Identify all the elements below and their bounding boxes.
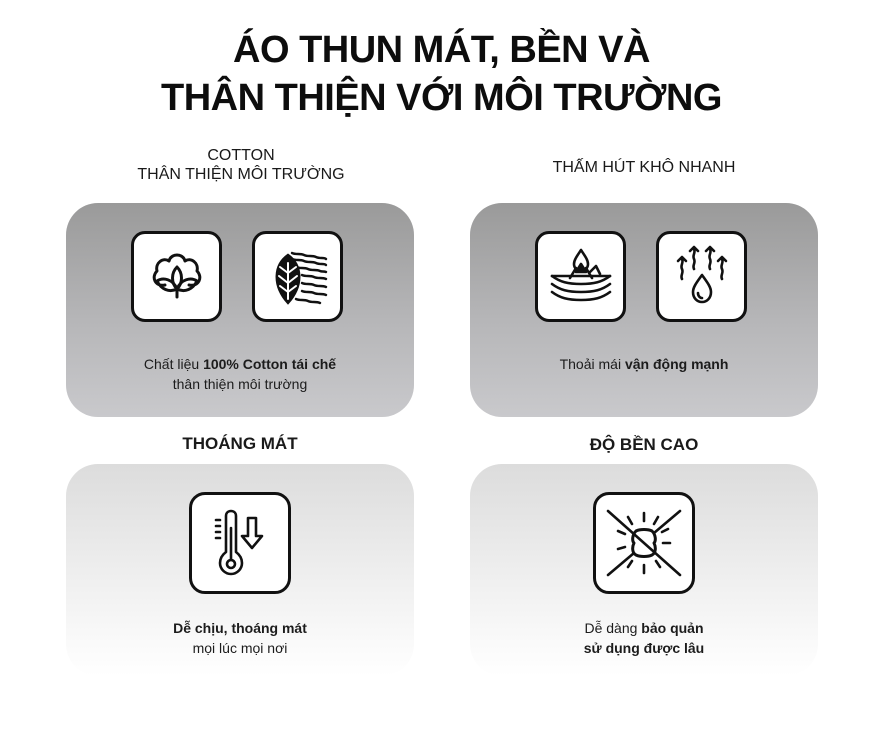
feature-durable-caption-highlight: bảo quản [641,620,704,636]
page-title-line-2: THÂN THIỆN VỚI MÔI TRƯỜNG [161,77,722,119]
evaporating-drop-icon [656,231,747,322]
feature-quickdry-card [470,203,818,417]
thermometer-down-icon [189,492,291,594]
feature-quickdry-heading: THẤM HÚT KHÔ NHANH [552,159,736,176]
water-absorb-layers-icon [535,231,626,322]
feature-cotton-heading-line-2: THÂN THIỆN MÔI TRƯỜNG [137,166,345,183]
feature-cotton-caption-highlight: 100% Cotton tái chế [203,356,337,372]
feature-cotton-caption-text: Chất liệu [143,356,204,372]
feature-quickdry-caption-text: Thoải mái [559,356,625,372]
feature-durable-caption-line-2 [470,638,818,658]
feature-durable-card [470,464,818,676]
feature-breathable-caption-highlight: Dễ chịu, thoáng mát [173,620,307,636]
feature-durable-caption-line-1 [470,618,818,638]
feature-quickdry-caption [470,354,818,374]
feature-cotton-card [66,203,414,417]
feature-durable-caption-highlight-2: sử dụng được lâu [583,640,705,656]
feature-cotton-caption-line-1 [66,354,414,374]
cotton-flower-icon [131,231,222,322]
feature-breathable-caption-line-1 [66,618,414,638]
feature-breathable-heading: THOÁNG MÁT [182,434,298,453]
feature-durable-caption-text: Dễ dàng [584,620,642,636]
feature-breathable-caption-line-2: mọi lúc mọi nơi [192,640,288,656]
page-title [0,26,883,122]
durable-fabric-icon [593,492,695,594]
feature-quickdry-caption-highlight: vận động mạnh [624,356,729,372]
feature-cotton-heading [67,146,415,184]
feature-cotton-caption-line-2: thân thiện môi trường [172,376,308,392]
feature-cotton-heading-line-1: COTTON [207,147,275,164]
leaf-fabric-icon [252,231,343,322]
page-title-line-1: ÁO THUN MÁT, BỀN VÀ [233,29,650,71]
feature-durable-heading: ĐỘ BỀN CAO [589,435,699,454]
feature-breathable-card [66,464,414,676]
